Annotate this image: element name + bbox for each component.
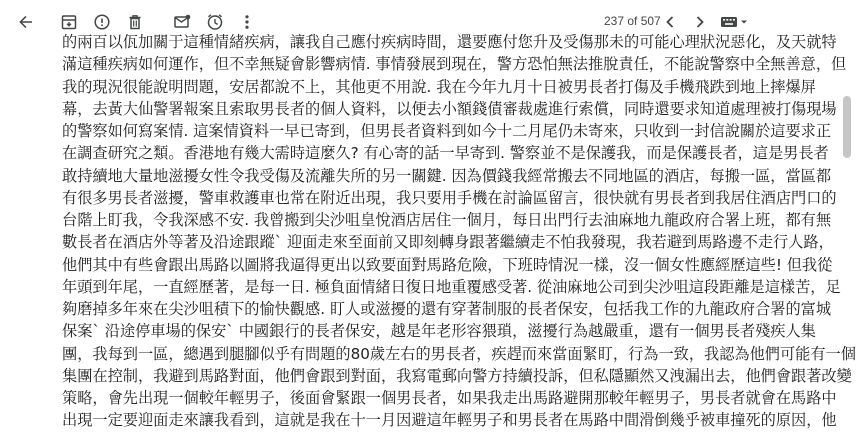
message-line: 出現一定要迎面走來讓我看到，這就是我在十一月因避這年輕男子和男長者在馬路中間滑倒幾乎被車撞死的原因，他 <box>62 411 837 430</box>
message-line: 年頭到年尾，一直經歷著，是每一日. 極負面情緒日復日地重覆感受著. 從油麻地公司到尖沙咀這段距離是這樣苦，足 <box>62 277 841 296</box>
message-line: 策略，會先出現一個較年輕男子，後面會緊跟一個男長者，如果我走出馬路避開那較年輕男子，男長者就會在馬路中 <box>62 389 837 407</box>
archive-icon <box>59 12 79 32</box>
trash-icon <box>125 12 145 32</box>
message-line: 的兩百以佤加關于這種情緒疾病，讓我自己應付疾病時間，還要應付您升及受傷那未的可能心理狀況惡化，及天就特 <box>62 33 837 51</box>
message-line: 幕，去黃大仙警署報案且索取男長者的個人資料，以便去小額錢債審裁處進行索償，同時還要求知道處理被打傷現場 <box>62 99 837 118</box>
back-arrow-icon <box>16 12 36 32</box>
message-line: 夠磨掉多年來在尖沙咀積下的愉快觀感. 盯人或滋擾的還有穿著制服的長者保安，包括我工作的九龍政府合署的富城 <box>62 300 832 318</box>
snooze-clock-icon <box>205 12 225 32</box>
keyboard-icon <box>720 12 750 32</box>
message-line: 保案` 沿途停車場的保安` 中國銀行的長者保安，越是年老形容猥瑣，滋擾行為越嚴重，還有一個男長者殘疾人集 <box>62 322 816 341</box>
message-line: 我的現況很能說明問題，安居都說不上，其他更不用說. 我在今年九月十日被男長者打傷及手機飛跌到地上摔爆屏 <box>62 77 816 96</box>
message-line: 敢持續地大量地滋擾女性令我受傷及流離失所的另一關鍵. 因為價錢我經常搬去不同地區的酒店，每搬一區，當區都 <box>62 166 832 185</box>
message-line: 團，我每到一區，總遇到腿腳似乎有問題的80歲左右的男長者，疾趕而來當面緊盯，行為一致，我認為他們可能有一個 <box>62 344 856 363</box>
chevron-right-icon <box>690 12 710 32</box>
message-body <box>62 31 856 432</box>
scrollbar[interactable] <box>842 44 852 400</box>
chevron-left-icon <box>660 12 680 32</box>
message-body-viewport <box>0 33 856 430</box>
message-line: 台階上盯我，令我深感不安. 我曾搬到尖沙咀皇悅酒店居住一個月，每日出門行去油麻地九龍政府合署上班，都有無 <box>62 211 832 229</box>
message-line: 有很多男長者滋擾，警車救護車也常在附近出現，我只要用手機在討論區留言，很快就有男長者到我居住酒店門口的 <box>62 188 837 207</box>
message-line: 滿這種疾病如何運作，但不幸無疑會影響病情. 事情發展到現在，警方恐怕無法推脫責任，不能說警察中全無善意，但 <box>62 55 847 74</box>
message-line: 在調查研究之類。香港地有幾大需時這麼久? 有心寄的話一早寄到. 警察並不是保護我，而是保護長者，這是男長者 <box>62 144 829 163</box>
back-button[interactable] <box>12 8 40 36</box>
message-line: 的警察如何寫案情. 這案情資料一早已寄到，但男長者資料到如今十二月尾仍未寄來，只收到一封信說關於這要求正 <box>62 122 832 140</box>
pagination-counter: 237 of 507 <box>604 14 661 28</box>
scrollbar-thumb[interactable] <box>843 96 851 158</box>
more-vert-icon <box>237 12 257 32</box>
message-line: 集團在控制，我避到馬路對面，他們會跟到對面，我寫電郵向警方持續投訴，但私隱顯然又洩漏出去，他們會跟著改變 <box>62 366 852 385</box>
message-line: 他們其中有些會跟出馬路以圖將我逼得更出以致要面對馬路危險，下班時情況一樣，沒一個女性應經歷這些! 但我從 <box>62 255 833 274</box>
report-spam-icon <box>92 12 112 32</box>
message-line: 數長者在酒店外等著及沿途跟蹤` 迎面走來至面前又即刻轉身跟著繼續走不怕我發現，我若避到馬路邊不走行人路， <box>62 233 834 252</box>
mark-unread-icon <box>172 12 192 32</box>
